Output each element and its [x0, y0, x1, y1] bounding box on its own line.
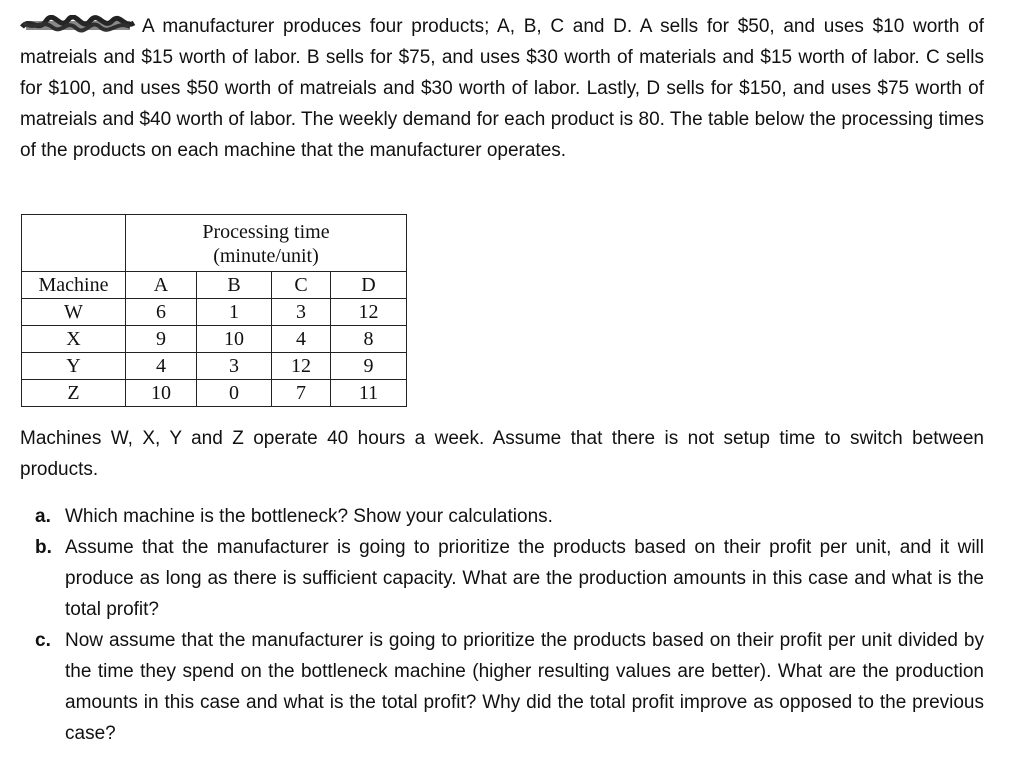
machine-cell: Y	[22, 353, 126, 380]
table-title-line1: Processing time	[202, 221, 330, 243]
table-row	[22, 380, 407, 407]
question-text: Which machine is the bottleneck? Show your calculations.	[65, 506, 553, 527]
question-item-b	[20, 532, 984, 625]
machine-cell: Z	[22, 380, 126, 407]
question-item-a	[20, 501, 984, 532]
time-cell: 4	[126, 353, 197, 380]
table-corner-cell	[22, 215, 126, 272]
time-cell: 9	[331, 353, 407, 380]
time-cell: 1	[197, 299, 272, 326]
time-cell: 10	[197, 326, 272, 353]
time-cell: 11	[331, 380, 407, 407]
redaction-scribble	[20, 15, 138, 35]
time-cell: 3	[197, 353, 272, 380]
time-cell: 3	[272, 299, 331, 326]
question-marker: a.	[35, 506, 51, 527]
table-row	[22, 353, 407, 380]
question-marker: c.	[35, 630, 51, 651]
machine-cell: X	[22, 326, 126, 353]
table-row	[22, 326, 407, 353]
time-cell: 8	[331, 326, 407, 353]
table-header-row	[22, 215, 407, 272]
time-cell: 12	[272, 353, 331, 380]
processing-time-table-container	[21, 214, 407, 407]
product-header-c: C	[272, 272, 331, 299]
question-list	[20, 501, 984, 749]
product-header-b: B	[197, 272, 272, 299]
question-marker: b.	[35, 537, 52, 558]
intro-text: A manufacturer produces four products; A, B, C and D. A sells for $50, and uses $10 worth of matreials and $15 worth of labor. B sells for $75, and uses $30 worth of materials and $15 worth of labor. C sells for $100, and uses $50 worth of matreials and $30 worth of labor. Lastly, D sells for $150, and uses $75 worth of matreials and $40 worth of labor. The weekly demand for each product is 80. The table below the processing times of the products on each machine that the manufacturer operates.	[20, 16, 984, 161]
product-header-a: A	[126, 272, 197, 299]
machine-column-header: Machine	[22, 272, 126, 299]
table-column-header-row	[22, 272, 407, 299]
question-item-c	[20, 625, 984, 749]
time-cell: 0	[197, 380, 272, 407]
table-title-cell	[126, 215, 407, 272]
time-cell: 4	[272, 326, 331, 353]
processing-time-table	[21, 214, 407, 407]
question-text: Now assume that the manufacturer is going to prioritize the products based on their profit per unit divided by the time they spend on the bottleneck machine (higher resulting values are better). What are the production amounts in this case and what is the total profit? Why did the total profit improve as opposed to the previous case?	[65, 630, 984, 744]
intro-paragraph	[20, 11, 984, 166]
machine-cell: W	[22, 299, 126, 326]
time-cell: 10	[126, 380, 197, 407]
table-title-line2: (minute/unit)	[213, 245, 319, 267]
time-cell: 6	[126, 299, 197, 326]
time-cell: 9	[126, 326, 197, 353]
time-cell: 7	[272, 380, 331, 407]
product-header-d: D	[331, 272, 407, 299]
table-row	[22, 299, 407, 326]
time-cell: 12	[331, 299, 407, 326]
machines-note-paragraph: Machines W, X, Y and Z operate 40 hours a week. Assume that there is not setup time to switch between products.	[20, 428, 984, 480]
question-text: Assume that the manufacturer is going to prioritize the products based on their profit per unit, and it will produce as long as there is sufficient capacity. What are the production amounts in this case and what is the total profit?	[65, 537, 984, 620]
